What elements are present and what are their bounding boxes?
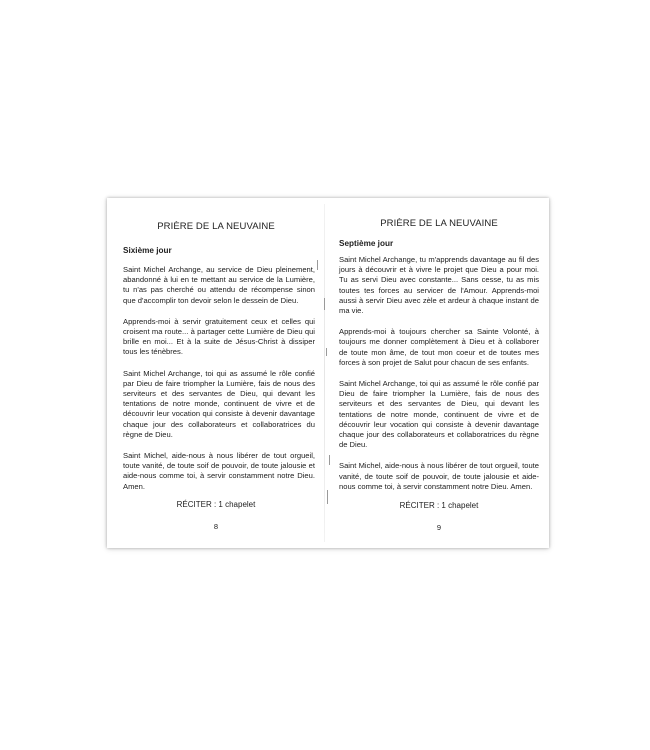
print-mark [327,490,328,504]
recite-instruction: RÉCITER : 1 chapelet [399,501,479,510]
paragraph: Saint Michel, aide-nous à nous libérer de tout orgueil, toute vanité, de toute soif de pouvoir, de toute jalousie et aide-nous comme toi, à servir constamment notre Dieu. Amen. [123,451,315,491]
print-mark [317,260,318,270]
print-mark [329,455,330,465]
prayer-text [123,265,315,503]
page-title: PRIÈRE DE LA NEUVAINE [157,221,275,232]
paragraph: Apprends-moi à servir gratuitement ceux et celles qui croisent ma route... à partager cette Lumière de Dieu qui brille en moi... Et à la suite de Jésus-Christ à dissiper tous les ténèbres. [123,316,315,357]
paragraph: Saint Michel Archange, toi qui as assumé le rôle confié par Dieu de faire triompher la Lumière, fais de nous des serviteurs et des servantes de Dieu, qui devant les tentations de notre monde, continuent de vivre et de découvrir leur vocation qui consiste à devenir davantage chaque jour des collaborateurs et collaboratrices du règne de Dieu. [339,379,539,450]
page-title: PRIÈRE DE LA NEUVAINE [380,218,498,229]
day-heading: Sixième jour [123,246,172,255]
prayer-text [339,255,539,503]
paragraph: Saint Michel, aide-nous à nous libérer de tout orgueil, toute vanité, de toute soif de pouvoir, de toute jalousie et aide-nous comme toi, à servir constamment notre Dieu. Amen. [339,461,539,491]
right-page [329,198,549,548]
page-number: 8 [213,522,219,531]
paragraph: Saint Michel Archange, tu m'apprends davantage au fil des jours à découvrir et à vivre le projet que Dieu a pour moi. Tu as servi Dieu avec constante... Sans cesse, tu as mis toutes tes forces au servicer de l'Amour. Apprends-moi aussi à servir Dieu avec zèle et ardeur à chaque instant de ma vie. [339,255,539,316]
recite-instruction: RÉCITER : 1 chapelet [176,500,256,509]
day-heading: Septième jour [339,239,394,248]
paragraph: Saint Michel Archange, toi qui as assumé le rôle confié par Dieu de faire triompher la Lumière, fais de nous des serviteurs et des servantes de Dieu, qui devant les tentations de notre monde, continuent de vivre et de découvrir leur vocation qui consiste à devenir davantage chaque jour des collaborateurs et collaboratrices du règne de Dieu. [123,368,315,439]
paragraph: Saint Michel Archange, au service de Dieu pleinement, abandonné à lui en te mettant au service de la Lumière, tu n'as pas cherché ou attendu de récompense sinon que d'accomplir ton devoir selon le dessein de Dieu. [123,265,315,305]
page-number: 9 [436,523,442,532]
paragraph: Apprends-moi à toujours chercher sa Sainte Volonté, à toujours me donner complètement à Dieu et à collaborer de toute mon âme, de tout mon coeur et de toutes mes forces à son projet de Salut pour chacun de ses enfants. [339,327,539,367]
print-mark [326,348,327,356]
left-page [107,198,325,548]
print-mark [324,298,325,310]
open-booklet [107,198,549,548]
